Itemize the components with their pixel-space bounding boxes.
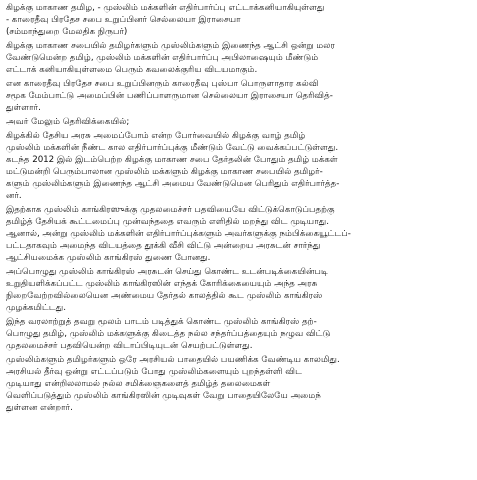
reporter-byline: (சம்மாந்துறை மேலதிக நிருபர்) bbox=[6, 27, 128, 37]
paragraph-line: முழக்கமிட்டது. bbox=[6, 303, 66, 313]
paragraph-line: மட்டுமன்றி பெரும்பாலான முஸ்லிம் மக்களும் கிழக்கு மாகாண சபையில் தமிழர்- bbox=[6, 167, 323, 177]
paragraph-7 bbox=[6, 316, 471, 352]
paragraph-line: முஸ்லிம் மக்களின் நீண்ட கால எதிர்பார்ப்புக்கு மீண்டும் வேட்டு வைக்கப்பட்டுள்ளது. bbox=[6, 143, 339, 153]
paragraph-6 bbox=[6, 266, 471, 314]
paragraph-line: சமூக மேம்பாட்டு அமைப்பின் பணிப்பாளருமான செல்லையா இராசையா தெரிவித்- bbox=[6, 91, 333, 101]
paragraph-line: அரசியல் தீர்வு ஒன்று எட்டப்படும் போது முஸ்லிம்களையும் புறந்தள்ளி விட bbox=[6, 367, 302, 377]
paragraph-line: வேண்டுமென்ற தமிழ், முஸ்லிம் மக்களின் எதிர்பார்ப்பு அபிலாஷையும் மீண்டும் bbox=[6, 53, 319, 63]
paragraph-line: னர். bbox=[6, 191, 22, 201]
paragraph-line: எட்டாக் கனியாகியுள்ளமை பெரும் கவலைக்குரிய விடயமாகும். bbox=[6, 65, 258, 75]
paragraph-line: நிறைவேற்றவில்லையென அண்மைய தேர்தல் காலத்தில் கூட முஸ்லிம் காங்கிரஸ் bbox=[6, 291, 323, 301]
paragraph-2 bbox=[6, 78, 471, 114]
paragraph-line: பொழுது தமிழ், முஸ்லிம் மக்களுக்கு கிடைத்த நல்ல சந்தர்ப்பத்தையும் நழுவ விட்டு bbox=[6, 329, 331, 339]
paragraph-line: என காரைதீவு பிரதேச சபை உறுப்பினரும் காரைதீவு புஸ்பா பொருளாதார கல்வி bbox=[6, 79, 319, 89]
paragraph-line: முஸ்லிம்களும் தமிழர்களும் ஒரே அரசியல் பாதையில் பயணிக்க வேண்டிய காலமிது. bbox=[6, 355, 340, 365]
paragraph-line: கடந்த 2012 இல் இடம்பெற்ற கிழக்கு மாகாண சபை தேர்தலின் போதும் தமிழ் மக்கள் bbox=[6, 155, 338, 165]
paragraph-line: ஆனால், அன்று முஸ்லிம் மக்களின் எதிர்பார்ப்புக்களும் அவர்களுக்கு நம்பிக்கையூட்டப்- bbox=[6, 229, 351, 239]
paragraph-line: களும் முஸ்லிம்களும் இணைந்த ஆட்சி அமைய வேண்டுமென பெரிதும் எதிர்பார்த்த- bbox=[6, 179, 340, 189]
paragraph-line: முதலமைச்சர் பதவியென்ற விடாப்பிடியுடன் செயற்பட்டுள்ளது. bbox=[6, 341, 253, 351]
headline-title: கிழக்கு மாகாண தமிழ, - முஸ்லிம் மக்களின் எதிர்பார்ப்பு எட்டாக்கனியாகியுள்ளது bbox=[6, 3, 325, 13]
paragraph-line: இதற்காக முஸ்லிம் காங்கிரஸுக்கு முதலமைச்சர் பதவியையே விட்டுக்கொடுப்பதற்கு bbox=[6, 205, 335, 215]
paragraph-3 bbox=[6, 116, 471, 128]
paragraph-5 bbox=[6, 204, 471, 264]
paragraph-line: ஆட்சியமைக்க முஸ்லிம் காங்கிரஸ் துணை போனது. bbox=[6, 253, 211, 263]
paragraph-line: கிழக்கில் தேசிய அரசு அமைப்போம் என்ற போர்வையில் கிழக்கு வாழ் தமிழ் bbox=[6, 131, 306, 141]
paragraph-line: அப்பொழுது முஸ்லிம் காங்கிரஸ் அரசுடன் செய்து கொண்ட உடன்படிக்கையின்படி bbox=[6, 267, 328, 277]
paragraph-line: துள்ளன என்றார். bbox=[6, 403, 73, 413]
paragraph-1 bbox=[6, 40, 471, 76]
paragraph-line: இந்த வரலாற்றுத் தவறு மூலம் பாடம் படித்துக் கொண்ட முஸ்லிம் காங்கிரஸ் தற்- bbox=[6, 317, 317, 327]
article-headline bbox=[6, 2, 471, 38]
paragraph-line: அவர் மேலும் தெரிவிக்கையில்; bbox=[6, 117, 130, 127]
paragraph-line: வெளிப்படுத்தும் முஸ்லிம் காங்கிரஸின் முடிவுகள் வேறு பாதையிலேயே அமைந் bbox=[6, 391, 321, 401]
paragraph-line: கிழக்கு மாகாண சபையில் தமிழர்களும் முஸ்லிம்களும் இணைந்த ஆட்சி ஒன்று மலர bbox=[6, 41, 335, 51]
paragraph-8 bbox=[6, 354, 471, 414]
paragraph-line: பட்டதாகவும் அமைந்த விடயத்தை தூக்கி வீசி விட்டு அன்றைய அரசுடன் சார்ந்து bbox=[6, 241, 321, 251]
paragraph-line: முடியாது என்றிலலாமல் நல்ல சமிக்ஞைகளைத் தமிழ்த் தலைமைகள் bbox=[6, 379, 271, 389]
paragraph-line: துள்ளார். bbox=[6, 103, 41, 113]
paragraph-line: தமிழ்த் தேசியக் கூட்டமைப்பு முன்வந்ததை எவரும் எளிதில் மறந்து விட முடியாது. bbox=[6, 217, 329, 227]
paragraph-4 bbox=[6, 130, 471, 202]
headline-subtitle: - காரைதீவு பிரதேச சபை உறுப்பினர் செல்லையா இராசையா bbox=[6, 15, 241, 25]
paragraph-line: உறுதியளிக்கப்பட்ட முஸ்லிம் காங்கிரஸின் எந்தக் கோரிக்கையையும் அந்த அரசு bbox=[6, 279, 318, 289]
